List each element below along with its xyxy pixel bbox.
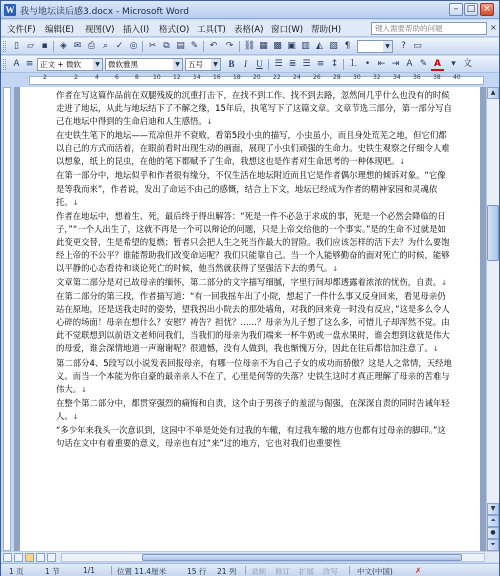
line-spacing-icon[interactable]: ↕ (330, 59, 339, 69)
scroll-down-icon[interactable]: ▼ (487, 503, 499, 515)
status-page: 1 页 (9, 567, 24, 576)
undo-icon[interactable]: ↶ (209, 41, 218, 51)
new-document-icon[interactable]: ▯ (14, 41, 19, 51)
drawing-icon[interactable]: ◭ (316, 41, 323, 51)
ruler-number: 26 (313, 74, 321, 81)
word-app-icon[interactable]: W (5, 5, 15, 15)
status-ovr[interactable]: 改写 (323, 567, 338, 576)
toolbar-separator (239, 41, 240, 52)
minimize-button[interactable]: – (449, 3, 463, 16)
menu-edit[interactable]: 编辑(E) (45, 25, 75, 35)
normal-view-icon[interactable] (3, 553, 12, 562)
help-close-icon[interactable]: × (490, 23, 497, 32)
formatting-toolbar (1, 56, 499, 73)
ruler-number: 12 (173, 74, 181, 81)
document-page[interactable] (20, 87, 480, 551)
align-right-icon[interactable]: ☰ (302, 59, 311, 69)
menu-insert[interactable]: 插入(I) (123, 25, 150, 35)
menu-view[interactable]: 视图(V) (85, 25, 115, 35)
ruler-number: 28 (333, 74, 341, 81)
paragraph-mark: ↓ (206, 118, 213, 127)
decrease-indent-icon[interactable]: ⇤ (377, 59, 386, 69)
justify-icon[interactable]: ≡ (316, 59, 325, 69)
numbering-icon[interactable]: ⒈ (348, 59, 358, 69)
ruler-number: 2 (43, 74, 47, 81)
format-painter-icon[interactable]: ✎ (190, 41, 199, 51)
paragraph[interactable]: 在整个第二部分中，都贯穿强烈的痛悔和自责，这个由于男孩子的羞涩与倔强，在深深自责的同时告诫年轻人。↓ (56, 397, 450, 421)
ruler-number: 36 (413, 74, 421, 81)
highlight-icon[interactable]: ✎ (419, 59, 428, 69)
phonetic-icon[interactable]: 文 (462, 59, 472, 69)
paste-icon[interactable]: ▤ (176, 41, 185, 51)
status-position: 位置 11.4厘米 (117, 567, 167, 576)
zoom-combo[interactable]: ▼ (357, 40, 393, 53)
status-separator (349, 566, 350, 575)
styles-formatting-icon[interactable]: A (13, 59, 20, 69)
paragraph[interactable]: “多少年来我头一次意识到，这园中不单是处处有过我的车辙，有过我车辙的地方也都有过母亲的脚印。”这句话在文中有着重要的意义，母亲也有过“来”过的地方，它也对我们也重要性 (56, 424, 446, 449)
ruler-number: 14 (193, 74, 201, 81)
tables-borders-icon[interactable]: ▦ (259, 41, 268, 51)
toolbar-separator (142, 41, 143, 52)
toolbar-separator (203, 41, 204, 52)
align-left-icon[interactable]: ☰ (274, 59, 283, 69)
italic-button[interactable]: I (244, 59, 247, 69)
status-rec[interactable]: 录制 (251, 567, 266, 576)
toolbar-separator (268, 59, 269, 70)
paragraph[interactable]: 在第一部分中，地坛似乎和作者很有缘分，不仅生活在地坛附近而且它是作者偶尔理想的倾诉对象。“它像是等我而来”，作者说，发出了命运不由己的感慨，结合上下文，地坛已经成为作者的精神家园和灵魂依托。↓ (56, 170, 446, 207)
close-button[interactable]: × (480, 3, 494, 16)
window-title: 我与地坛读后感3.docx - Microsoft Word (20, 7, 190, 17)
spelling-icon[interactable]: ✓ (115, 41, 124, 51)
toolbar-grip[interactable] (3, 59, 6, 70)
toolbar-separator (343, 59, 344, 70)
spelling-status-icon[interactable]: ✗ (415, 566, 422, 575)
menu-bar (1, 20, 499, 37)
toolbar-grip[interactable] (3, 41, 6, 52)
cut-icon[interactable]: ✂ (148, 41, 157, 51)
next-page-icon[interactable]: ⏷ (487, 539, 499, 551)
show-hide-icon[interactable]: ¶ (344, 41, 351, 51)
paragraph[interactable]: 在史铁生笔下的地坛——荒凉但并不衰败，看第5段小虫的描写，小虫虽小，而且身处荒芜之地，但它们都以自己的方式而活着，在眼前看时出现生动的画面，展现了小虫们顽强的生命力。史铁生观察之仔细令人难以想象，纸上的昆虫，在他的笔下都赋予了生命，我想这也是作者对生命思考的一种体现吧。↓ (56, 130, 450, 167)
ruler-number: 6 (115, 74, 119, 81)
align-center-icon[interactable]: ≣ (288, 59, 297, 69)
paragraph[interactable]: 作者在写这篇作品前在双腿残废的沉重打击下，在找不到工作、找不到去路，忽然间几乎什么也没有的时候走进了地坛，从此与地坛结下了不解之缘，15年后，执笔写下了这篇文章。文章节选三部分，第一部分写自己在地坛中得到的生命启迪和人生感悟。↓ (56, 90, 452, 127)
ruler-number: 4 (95, 74, 99, 81)
reading-layout-icon[interactable] (47, 553, 56, 562)
font-size-value: 五号 (188, 60, 203, 69)
status-column: 21 列 (217, 567, 237, 576)
email-icon[interactable]: ✉ (73, 41, 82, 51)
font-color-button[interactable]: A (431, 58, 444, 71)
ruler-number: 38 (433, 74, 441, 81)
paragraph-mark: ↓ (332, 265, 339, 274)
vertical-ruler-track[interactable] (3, 87, 11, 551)
font-combo[interactable]: 微软雅黑 ▼ (105, 58, 183, 71)
ruler-number: 8 (135, 74, 139, 81)
menu-window[interactable]: 窗口(W) (271, 25, 304, 35)
copy-icon[interactable]: ⧉ (163, 41, 170, 51)
status-section: 1 节 (45, 567, 60, 576)
style-combo[interactable]: 正文 + 微软 ▼ (37, 58, 103, 71)
status-separator (245, 566, 246, 575)
ruler-number: 24 (293, 74, 301, 81)
status-trk[interactable]: 修订 (275, 567, 290, 576)
ruler-number: 10 (153, 74, 161, 81)
paragraph-mark: ↓ (399, 158, 406, 167)
style-value: 正文 + 微软 (40, 60, 82, 69)
web-layout-icon[interactable] (14, 553, 23, 562)
font-color-dropdown-icon[interactable]: ▾ (451, 59, 456, 69)
paragraph-mark: ↓ (72, 198, 79, 207)
underline-button[interactable]: U (256, 59, 263, 69)
status-page-of: 1/1 (83, 566, 96, 575)
paragraph[interactable]: 在第二部分的第三段，作者描写道：“有一回我摇车出了小院，想起了一件什么事又反身回来，看见母亲仍站在原地，还是送我走时的姿势，望我拐出小院去的那处墙角，对我的回来竟一时没有反应，”这是多么令人心碎的场面！母亲在想什么？安慰？祷告？担忧？……？母亲为儿子想了这么多，可惜儿子却浑然不觉。由此不觉联想到以前语文老师问我们，当我们的母亲为我们端来一杯牛奶或一盘水果时，谁会想到这就是伟大的母爱，谁会深情地道一声谢谢呢？很遗憾，没有人做到，我也惭愧万分，因此在往后都信加注意了。↓ (56, 291, 450, 354)
outline-view-icon[interactable] (36, 553, 45, 562)
maximize-button[interactable]: □ (464, 3, 478, 16)
view-and-hscroll-bar (1, 551, 499, 562)
title-bar (1, 1, 499, 19)
print-icon[interactable]: ⎙ (87, 41, 96, 51)
chinese-layout-icon[interactable]: A (406, 59, 413, 69)
ruler-number: 32 (373, 74, 381, 81)
ruler-number: 16 (213, 74, 221, 81)
open-folder-icon[interactable]: ▱ (27, 41, 34, 51)
select-browse-object-icon[interactable]: ● (487, 527, 499, 539)
print-layout-icon[interactable] (25, 553, 34, 562)
menu-format[interactable]: 格式(O) (159, 25, 190, 35)
ruler-number: 18 (233, 74, 241, 81)
status-ext[interactable]: 扩展 (299, 567, 314, 576)
menu-help[interactable]: 帮助(H) (311, 25, 342, 35)
help-icon[interactable]: ? (401, 41, 406, 51)
read-mode-icon[interactable]: ▭ (413, 41, 422, 51)
ruler-number: 22 (273, 74, 281, 81)
ruler-number: 34 (393, 74, 401, 81)
vertical-ruler[interactable] (1, 87, 13, 551)
increase-indent-icon[interactable]: ⇥ (391, 59, 400, 69)
horizontal-scroll-thumb[interactable] (142, 554, 462, 561)
paragraph-mark: ↓ (432, 345, 439, 354)
status-bar (1, 563, 499, 576)
print-preview-icon[interactable]: ⌕ (102, 41, 109, 51)
paragraph[interactable]: 第二部分4、5段写以小说发表回报母亲，有哪一位母亲不为自己子女的成功而骄傲？这是人之常情，天经地义。而当一个本能为你自豪的最亲亲人不在了，心里是何等的失落？史铁生这时才真正理解了母亲的苦难与伟大。↓ (56, 357, 452, 394)
document-area[interactable] (14, 87, 486, 551)
paragraph-mark: ↓ (81, 385, 87, 394)
scroll-thumb[interactable] (487, 205, 499, 261)
scroll-up-icon[interactable]: ▲ (487, 87, 499, 99)
menu-file[interactable]: 文件(F) (7, 25, 36, 35)
ruler-number: 2 (74, 74, 78, 81)
bold-button[interactable]: B (228, 59, 235, 69)
vertical-scrollbar[interactable] (486, 87, 499, 551)
paragraph-mark: ↓ (441, 279, 448, 288)
horizontal-scrollbar[interactable] (61, 553, 485, 562)
bullets-icon[interactable]: • (364, 59, 371, 69)
redo-icon[interactable]: ↷ (225, 41, 234, 51)
paragraph[interactable]: 文章第二部分是对已故母亲的缅怀，第二部分的文字描写细腻，字里行间却都透露着浓浓的忧伤，自责。↓ (56, 277, 448, 288)
insert-table-icon[interactable]: ▩ (273, 41, 282, 51)
horizontal-ruler[interactable] (1, 74, 499, 86)
paragraph[interactable]: 作者在地坛中，想着生、死，最后终于得出解答：“死是一件不必急于求成的事，死是一个必然会降临的日子，”“一个人出生了，这就不再是一个可以辩论的问题，只是上帝交给他的一个事实。”是的生命不过就是如此变更交替，生是希望的复燃；暂者只会把人生之死当作最大的冒险。我们应该怎样的活下去？为什么要饱经上帝的不公平？谁能帮助我们改变命运呢？我们只能靠自己。当一个人能够勤奋的面对死亡的时候，能够以平静的心态看待和谈论死亡的时候，他当然就获得了坚强活下去的勇气。↓ (56, 210, 450, 274)
font-value: 微软雅黑 (108, 60, 138, 69)
insert-excel-icon[interactable]: ▣ (287, 41, 296, 51)
styles-pane-icon[interactable]: ≡ (25, 59, 34, 69)
status-language[interactable]: 中文(中国) (357, 567, 393, 576)
document-body[interactable] (56, 89, 452, 450)
help-search-input[interactable]: 键入需要帮助的问题 (371, 22, 487, 35)
hyperlink-icon[interactable]: ⛓ (243, 41, 256, 51)
paragraph-mark: ↓ (72, 412, 79, 421)
font-size-combo[interactable]: 五号 ▼ (185, 58, 221, 71)
menu-tools[interactable]: 工具(T) (197, 25, 226, 35)
document-map-icon[interactable]: ▧ (329, 41, 338, 51)
status-line: 15 行 (187, 567, 207, 576)
permission-icon[interactable]: ◈ (60, 41, 67, 51)
ruler-number: 20 (253, 74, 261, 81)
columns-icon[interactable]: ▥ (301, 41, 310, 51)
menu-table[interactable]: 表格(A) (234, 25, 264, 35)
standard-toolbar (1, 38, 499, 55)
ruler-number: 30 (353, 74, 361, 81)
save-icon[interactable]: ▪ (41, 41, 48, 51)
research-icon[interactable]: ◎ (129, 41, 138, 51)
toolbar-separator (53, 41, 54, 52)
status-separator (111, 566, 112, 575)
previous-page-icon[interactable]: ⏶ (487, 515, 499, 527)
ruler-number: 40 (453, 74, 461, 81)
